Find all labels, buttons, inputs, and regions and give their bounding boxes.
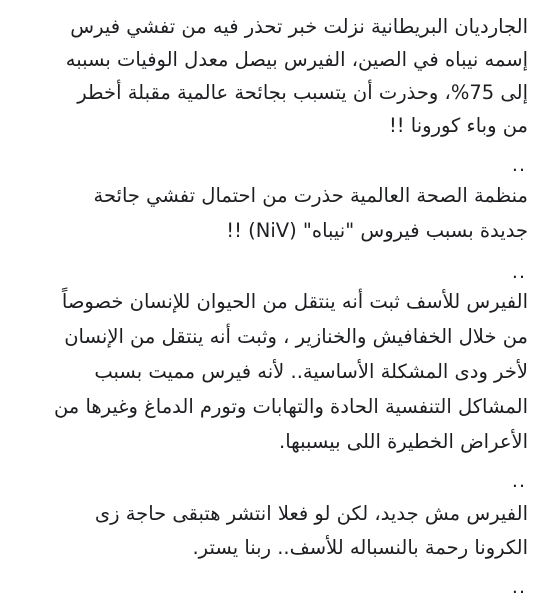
paragraph-1-line-1: الجارديان البريطانية نزلت خبر تحذر فيه من تفشي فيرس bbox=[70, 15, 528, 38]
paragraph-3-line-4: المشاكل التنفسية الحادة والتهابات وتورم الدماغ وغيرها من bbox=[53, 395, 528, 418]
paragraph-4-line-1: الفيرس مش جديد، لكن لو فعلا انتشر هتبقى حاجة زى bbox=[94, 502, 528, 525]
paragraph-2-line-2: جديدة بسبب فيروس "نيباه" (NiV) !! bbox=[226, 219, 528, 242]
paragraph-3-line-5: الأعراض الخطيرة اللى بيسببها. bbox=[279, 430, 528, 453]
paragraph-3-line-1: الفيرس للأسف ثبت أنه ينتقل من الحيوان للإنسان خصوصاً bbox=[61, 290, 528, 313]
paragraph-2-line-1: منظمة الصحة العالمية حذرت من احتمال تفشي جائحة bbox=[93, 184, 528, 207]
paragraph-1-line-4: من وباء كورونا !! bbox=[388, 114, 528, 137]
paragraph-3-line-2: من خلال الخفافيش والخنازير ، وثبت أنه ينتقل من الإنسان bbox=[64, 325, 528, 348]
paragraph-4-line-2: الكرونا رحمة بالنسباله للأسف.. ربنا يستر. bbox=[192, 536, 528, 559]
separator: .. bbox=[511, 261, 526, 283]
paragraph-1-line-3: إلى 75%، وحذرت أن يتسبب بجائحة عالمية مقبلة أخطر bbox=[77, 81, 528, 104]
paragraph-3-line-3: لأخر ودى المشكلة الأساسية.. لأنه فيرس مميت بسبب bbox=[94, 360, 528, 383]
separator: .. bbox=[511, 154, 526, 176]
separator: .. bbox=[511, 470, 526, 492]
separator: .. bbox=[511, 576, 526, 598]
paragraph-1-line-2: إسمه نيباه في الصين، الفيرس بيصل معدل الوفيات بسببه bbox=[65, 48, 528, 71]
